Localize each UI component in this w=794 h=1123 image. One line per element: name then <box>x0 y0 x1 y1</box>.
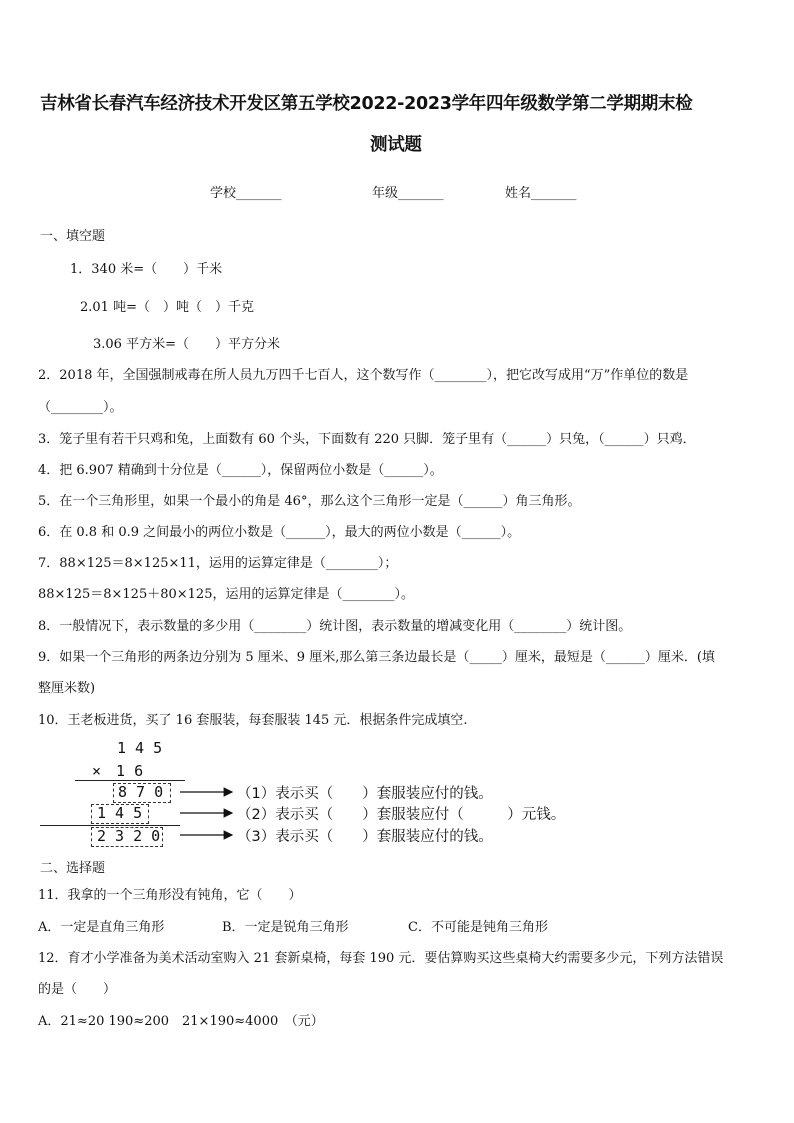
school-field: 学校_______ <box>210 186 282 201</box>
q2-line1: 2．2018 年，全国强制戒毒在所人员九万四千七百人，这个数写作（________），把它改写成用“万”作单位的数是 <box>38 368 689 383</box>
q7-line1: 7．88×125＝8×125×11，运用的运算定律是（________）； <box>38 556 398 571</box>
q5: 5．在一个三角形里，如果一个最小的角是 46°，那么这个三角形一定是（______）角三角形。 <box>38 494 581 509</box>
page-title-line1: 吉林省长春汽车经济技术开发区第五学校2022-2023学年四年级数学第二学期期末检 <box>40 94 693 114</box>
q12-line2: 的是（ ） <box>38 982 117 997</box>
q1-part-b: 2.01 吨=（ ）吨（ ）千克 <box>80 300 254 315</box>
section-heading-fill-in: 一、填空题 <box>40 229 106 244</box>
q11-option-a: A．一定是直角三角形 <box>38 920 165 935</box>
partial-product-1: 8 7 0 <box>118 783 164 801</box>
q8: 8．一般情况下，表示数量的多少用（________）统计图，表示数量的增减变化用（________）统计图。 <box>38 619 632 634</box>
q9-line1: 9．如果一个三角形的两条边分别为 5 厘米、9 厘米,那么第三条边最长是（_____）厘米，最短是（______）厘米．(填 <box>38 650 715 665</box>
q1-part-c: 3.06 平方米=（ ）平方分米 <box>93 337 280 352</box>
grade-field: 年级_______ <box>372 186 444 201</box>
partial-product-2: 1 4 5 <box>97 804 143 822</box>
name-field: 姓名_______ <box>505 186 577 201</box>
label-3: （3）表示买（ ）套服装应付的钱。 <box>237 829 493 845</box>
q6: 6．在 0.8 和 0.9 之间最小的两位小数是（______），最大的两位小数是（______）。 <box>38 525 521 540</box>
q10-text: 10．王老板进货，买了 16 套服装，每套服装 145 元．根据条件完成填空. <box>38 713 468 728</box>
q11-option-c: C．不可能是钝角三角形 <box>408 920 548 935</box>
multiplier: × 1 6 <box>92 762 144 780</box>
q11-text: 11．我拿的一个三角形没有钝角，它（ ） <box>38 888 302 903</box>
q4: 4．把 6.907 精确到十分位是（______），保留两位小数是（______）。 <box>38 463 443 478</box>
q11-option-b: B．一定是锐角三角形 <box>222 920 349 935</box>
q12-line1: 12．育才小学准备为美术活动室购入 21 套新桌椅，每套 190 元．要估算购买这些桌椅大约需要多少元，下列方法错误 <box>38 951 724 966</box>
q2-line2: （________）。 <box>38 400 123 415</box>
q1-part-a: 1．340 米=（ ）千米 <box>70 262 223 277</box>
page-title-line2: 测试题 <box>370 135 422 155</box>
q12-option-a: A．21≈20 190≈200 21×190≈4000 （元） <box>38 1014 324 1029</box>
multiplicand: 1 4 5 <box>117 739 163 757</box>
label-1: （1）表示买（ ）套服装应付的钱。 <box>237 786 493 802</box>
q3: 3．笼子里有若干只鸡和兔，上面数有 60 个头，下面数有 220 只脚．笼子里有（______）只兔，（______）只鸡． <box>38 432 696 447</box>
q7-line2: 88×125＝8×125＋80×125，运用的运算定律是（________）。 <box>38 587 414 602</box>
section-heading-choice: 二、选择题 <box>40 861 106 876</box>
label-2: （2）表示买（ ）套服装应付（ ）元钱。 <box>237 807 566 823</box>
q9-line2: 整厘米数) <box>38 681 96 696</box>
product: 2 3 2 0 <box>97 827 161 845</box>
